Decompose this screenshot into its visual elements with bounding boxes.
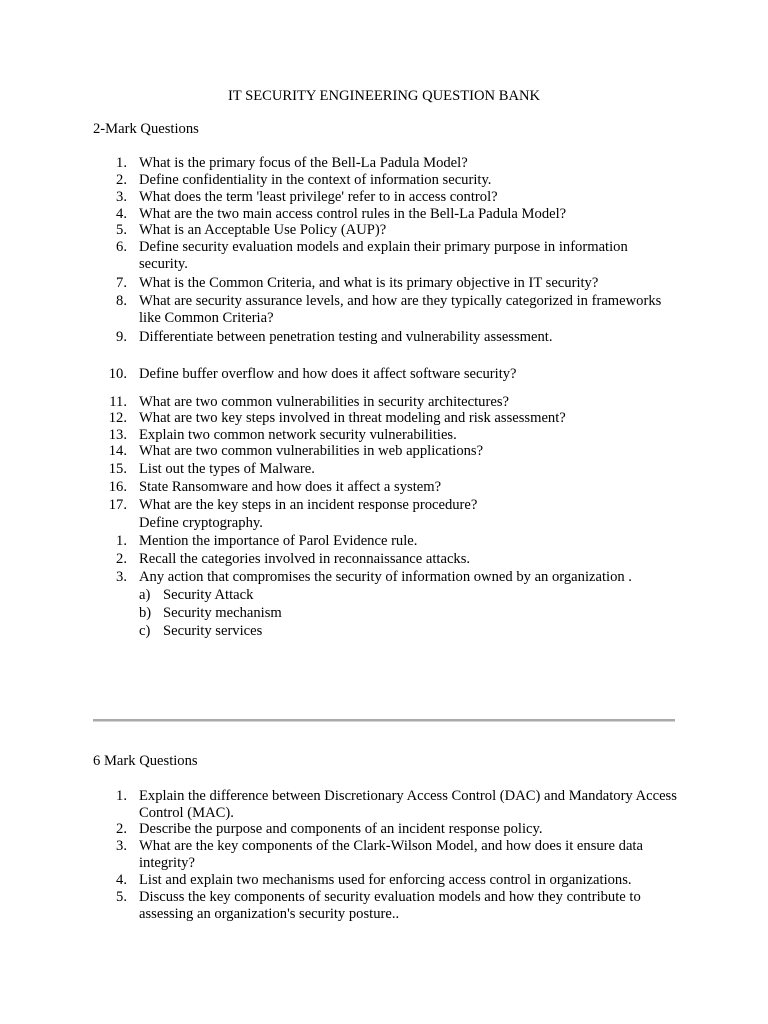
item-text: Explain the difference between Discretionary Access Control (DAC) and Mandatory Access Control (MAC). [139, 788, 677, 821]
item-number: 3. [116, 189, 127, 205]
item-text: Define confidentiality in the context of information security. [139, 172, 492, 188]
item-number: 9. [116, 329, 127, 345]
item-number: 8. [116, 293, 127, 309]
item-text: What are two common vulnerabilities in web applications? [139, 443, 484, 459]
item-number: 15. [108, 461, 127, 477]
item-number: 1. [116, 533, 127, 549]
item-text: List and explain two mechanisms used for enforcing access control in organizations. [139, 872, 632, 888]
item-number: 7. [116, 275, 127, 291]
item-text: Recall the categories involved in reconnaissance attacks. [139, 551, 471, 567]
item-text: What is an Acceptable Use Policy (AUP)? [139, 222, 387, 238]
option-letter: a) [139, 587, 151, 603]
item-text: List out the types of Malware. [139, 461, 315, 477]
item-text: What are the key components of the Clark-Wilson Model, and how does it ensure data integrity? [139, 838, 643, 871]
item-text: Describe the purpose and components of an incident response policy. [139, 821, 543, 837]
item-number: 17. [108, 497, 127, 513]
item-text: What are two key steps involved in threat modeling and risk assessment? [139, 410, 566, 426]
item-number: 5. [116, 889, 127, 905]
section-heading-6-mark: 6 Mark Questions [93, 753, 198, 769]
item-text: What does the term 'least privilege' refer to in access control? [139, 189, 498, 205]
item-text: Any action that compromises the security of information owned by an organization . [139, 569, 632, 585]
item-number: 11. [109, 394, 127, 410]
option-text: Security services [163, 623, 263, 639]
option-letter: b) [139, 605, 152, 621]
item-text: What are the key steps in an incident response procedure? [139, 497, 478, 513]
item-number: 2. [116, 821, 127, 837]
option-text: Security Attack [163, 587, 254, 603]
section-heading-2-mark: 2-Mark Questions [93, 121, 199, 137]
item-number: 16. [108, 479, 127, 495]
item-number: 13. [108, 427, 127, 443]
item-number: 4. [116, 206, 127, 222]
item-number: 14. [108, 443, 127, 459]
item-text: Differentiate between penetration testing and vulnerability assessment. [139, 329, 553, 345]
page-title: IT SECURITY ENGINEERING QUESTION BANK [227, 88, 541, 104]
item-number: 10. [108, 366, 127, 382]
item-text: Define security evaluation models and explain their primary purpose in information security. [139, 239, 628, 272]
item-number: 12. [108, 410, 127, 426]
section-divider [93, 719, 675, 722]
option-text: Security mechanism [163, 605, 282, 621]
item-text: Define cryptography. [139, 515, 263, 531]
item-number: 3. [116, 569, 127, 585]
item-text: Explain two common network security vulnerabilities. [139, 427, 457, 443]
item-number: 5. [116, 222, 127, 238]
item-number: 3. [116, 838, 127, 854]
item-number: 1. [116, 788, 127, 804]
item-number: 2. [116, 172, 127, 188]
option-letter: c) [139, 623, 151, 639]
item-text: State Ransomware and how does it affect a system? [139, 479, 442, 495]
item-text: What is the primary focus of the Bell-La Padula Model? [139, 155, 468, 171]
item-text: What is the Common Criteria, and what is its primary objective in IT security? [139, 275, 599, 291]
item-number: 6. [116, 239, 127, 255]
item-number: 4. [116, 872, 127, 888]
item-text: What are two common vulnerabilities in security architectures? [139, 394, 509, 410]
item-text: Mention the importance of Parol Evidence rule. [139, 533, 418, 549]
item-number: 2. [116, 551, 127, 567]
item-number: 1. [116, 155, 127, 171]
item-text: What are security assurance levels, and how are they typically categorized in frameworks like Common Criteria? [139, 293, 662, 326]
item-text: Discuss the key components of security evaluation models and how they contribute to assessing an organization's security posture.. [139, 889, 641, 922]
item-text: What are the two main access control rules in the Bell-La Padula Model? [139, 206, 567, 222]
item-text: Define buffer overflow and how does it affect software security? [139, 366, 517, 382]
